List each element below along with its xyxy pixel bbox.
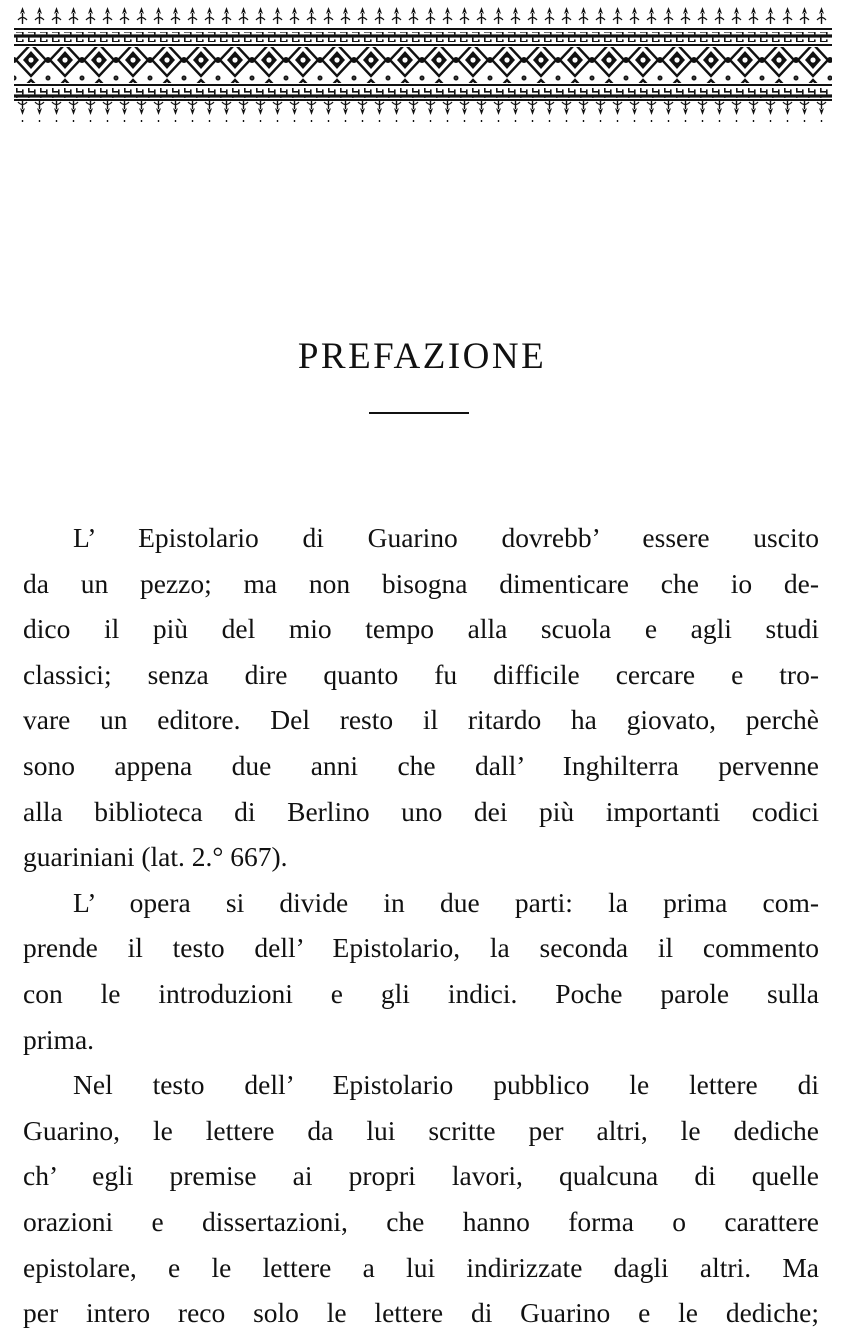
decorative-border-band-icon xyxy=(14,6,832,122)
text-line: classici; senza dire quanto fu difficile cercare e tro- xyxy=(23,658,819,690)
text-line: Guarino, le lettere da lui scritte per altri, le dediche xyxy=(23,1114,819,1146)
text-line: alla biblioteca di Berlino uno dei più importanti codici xyxy=(23,795,819,827)
text-line: orazioni e dissertazioni, che hanno forma o carattere xyxy=(23,1205,819,1237)
paragraph-2 xyxy=(23,880,819,1062)
text-line: per intero reco solo le lettere di Guarino e le dediche; xyxy=(23,1297,819,1329)
text-line: Nel testo dell’ Epistolario pubblico le lettere di xyxy=(73,1069,819,1101)
text-line: con le introduzioni e gli indici. Poche parole sulla xyxy=(23,977,819,1009)
paragraph-3 xyxy=(23,1062,819,1336)
text-line: guariniani (lat. 2.° 667). xyxy=(23,841,288,873)
title-divider xyxy=(369,412,469,414)
text-line: L’ opera si divide in due parti: la prima com- xyxy=(73,886,819,918)
text-line: dico il più del mio tempo alla scuola e agli studi xyxy=(23,613,819,645)
text-line: da un pezzo; ma non bisogna dimenticare che io de- xyxy=(23,567,819,599)
text-line: ch’ egli premise ai propri lavori, qualcuna di quelle xyxy=(23,1160,819,1192)
text-line: L’ Epistolario di Guarino dovrebb’ essere uscito xyxy=(73,522,819,553)
text-line: epistolare, e le lettere a lui indirizzate dagli altri. Ma xyxy=(23,1251,819,1283)
paragraph-1 xyxy=(23,515,819,880)
text-line: sono appena due anni che dall’ Inghilterra pervenne xyxy=(23,749,819,781)
preface-body xyxy=(23,515,819,1336)
text-line: prima. xyxy=(23,1023,95,1055)
text-line: prende il testo dell’ Epistolario, la seconda il commento xyxy=(23,932,819,964)
text-line: vare un editore. Del resto il ritardo ha giovato, perchè xyxy=(23,704,819,736)
page-title: PREFAZIONE xyxy=(297,336,547,377)
